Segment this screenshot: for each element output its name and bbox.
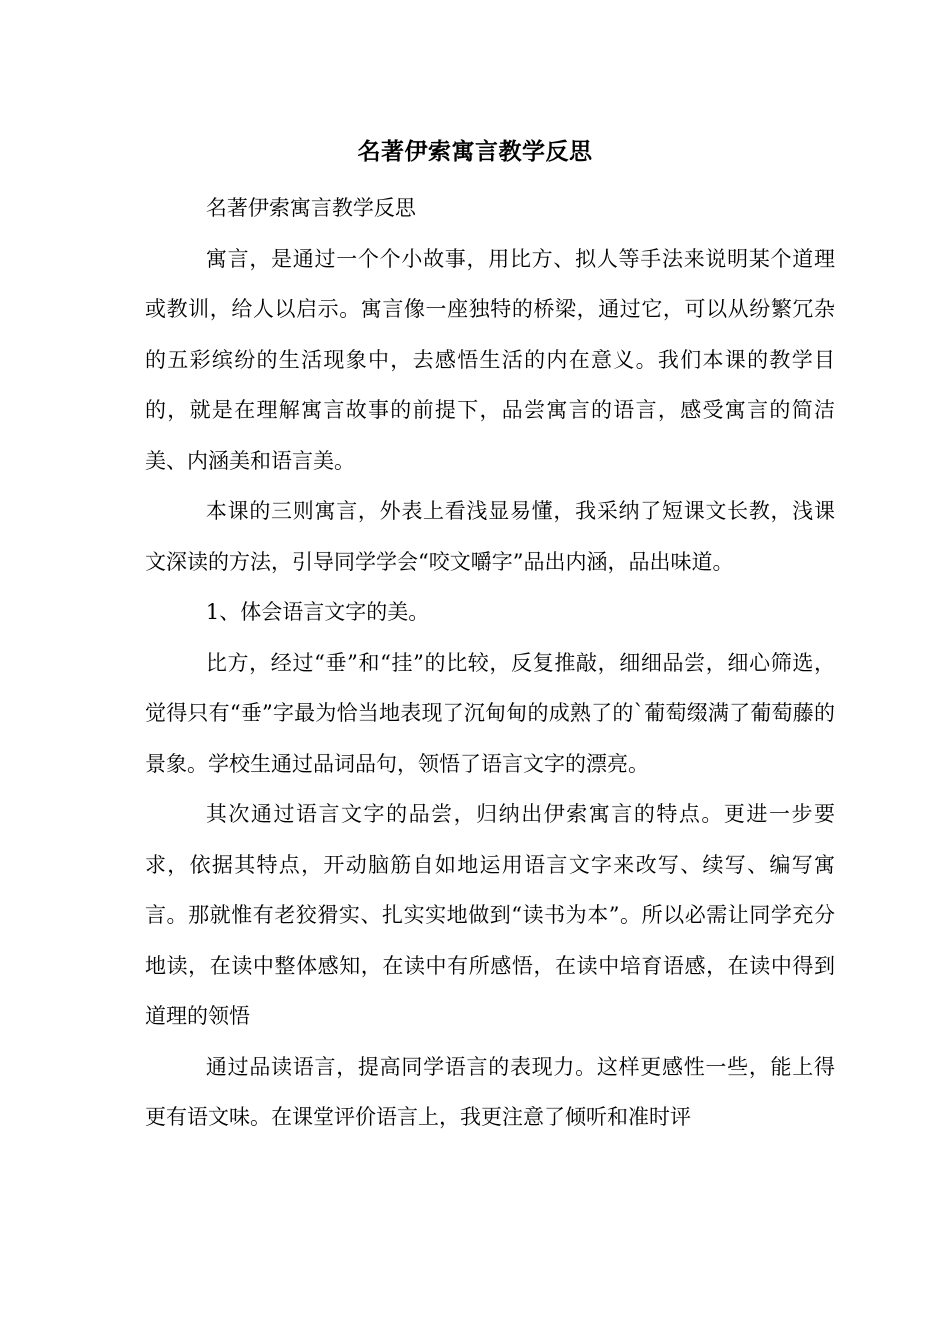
paragraph-example: 比方，经过“垂”和“挂”的比较，反复推敲，细细品尝，细心筛选，觉得只有“垂”字最为恰当地表现了沉甸甸的成熟了的`葡萄缀满了葡萄藤的景象。学校生通过品词品句，领悟了语言文字的漂亮。 xyxy=(145,650,835,776)
paragraph-subtitle: 名著伊索寓言教学反思 xyxy=(205,196,416,220)
document-body xyxy=(145,183,835,1143)
paragraph-expression: 通过品读语言，提高同学语言的表现力。这样更感性一些，能上得更有语文味。在课堂评价语言上，我更注意了倾听和准时评 xyxy=(145,1054,835,1129)
paragraph-heading-1: 1、体会语言文字的美。 xyxy=(205,600,430,624)
paragraph-intro: 寓言，是通过一个个小故事，用比方、拟人等手法来说明某个道理或教训，给人以启示。寓言像一座独特的桥梁，通过它，可以从纷繁冗杂的五彩缤纷的生活现象中，去感悟生活的内在意义。我们本课的教学目的，就是在理解寓言故事的前提下，品尝寓言的语言，感受寓言的简洁美、内涵美和语言美。 xyxy=(145,246,835,473)
paragraph-features: 其次通过语言文字的品尝，归纳出伊索寓言的特点。更进一步要求，依据其特点，开动脑筋自如地运用语言文字来改写、续写、编写寓言。那就惟有老狡猾实、扎实实地做到“读书为本”。所以必需让同学充分地读，在读中整体感知，在读中有所感悟，在读中培育语感，在读中得到道理的领悟 xyxy=(145,802,835,1028)
document-title: 名著伊索寓言教学反思 xyxy=(357,138,593,165)
paragraph-method: 本课的三则寓言，外表上看浅显易懂，我采纳了短课文长教，浅课文深读的方法，引导同学学会“咬文嚼字”品出内涵，品出味道。 xyxy=(145,499,835,574)
